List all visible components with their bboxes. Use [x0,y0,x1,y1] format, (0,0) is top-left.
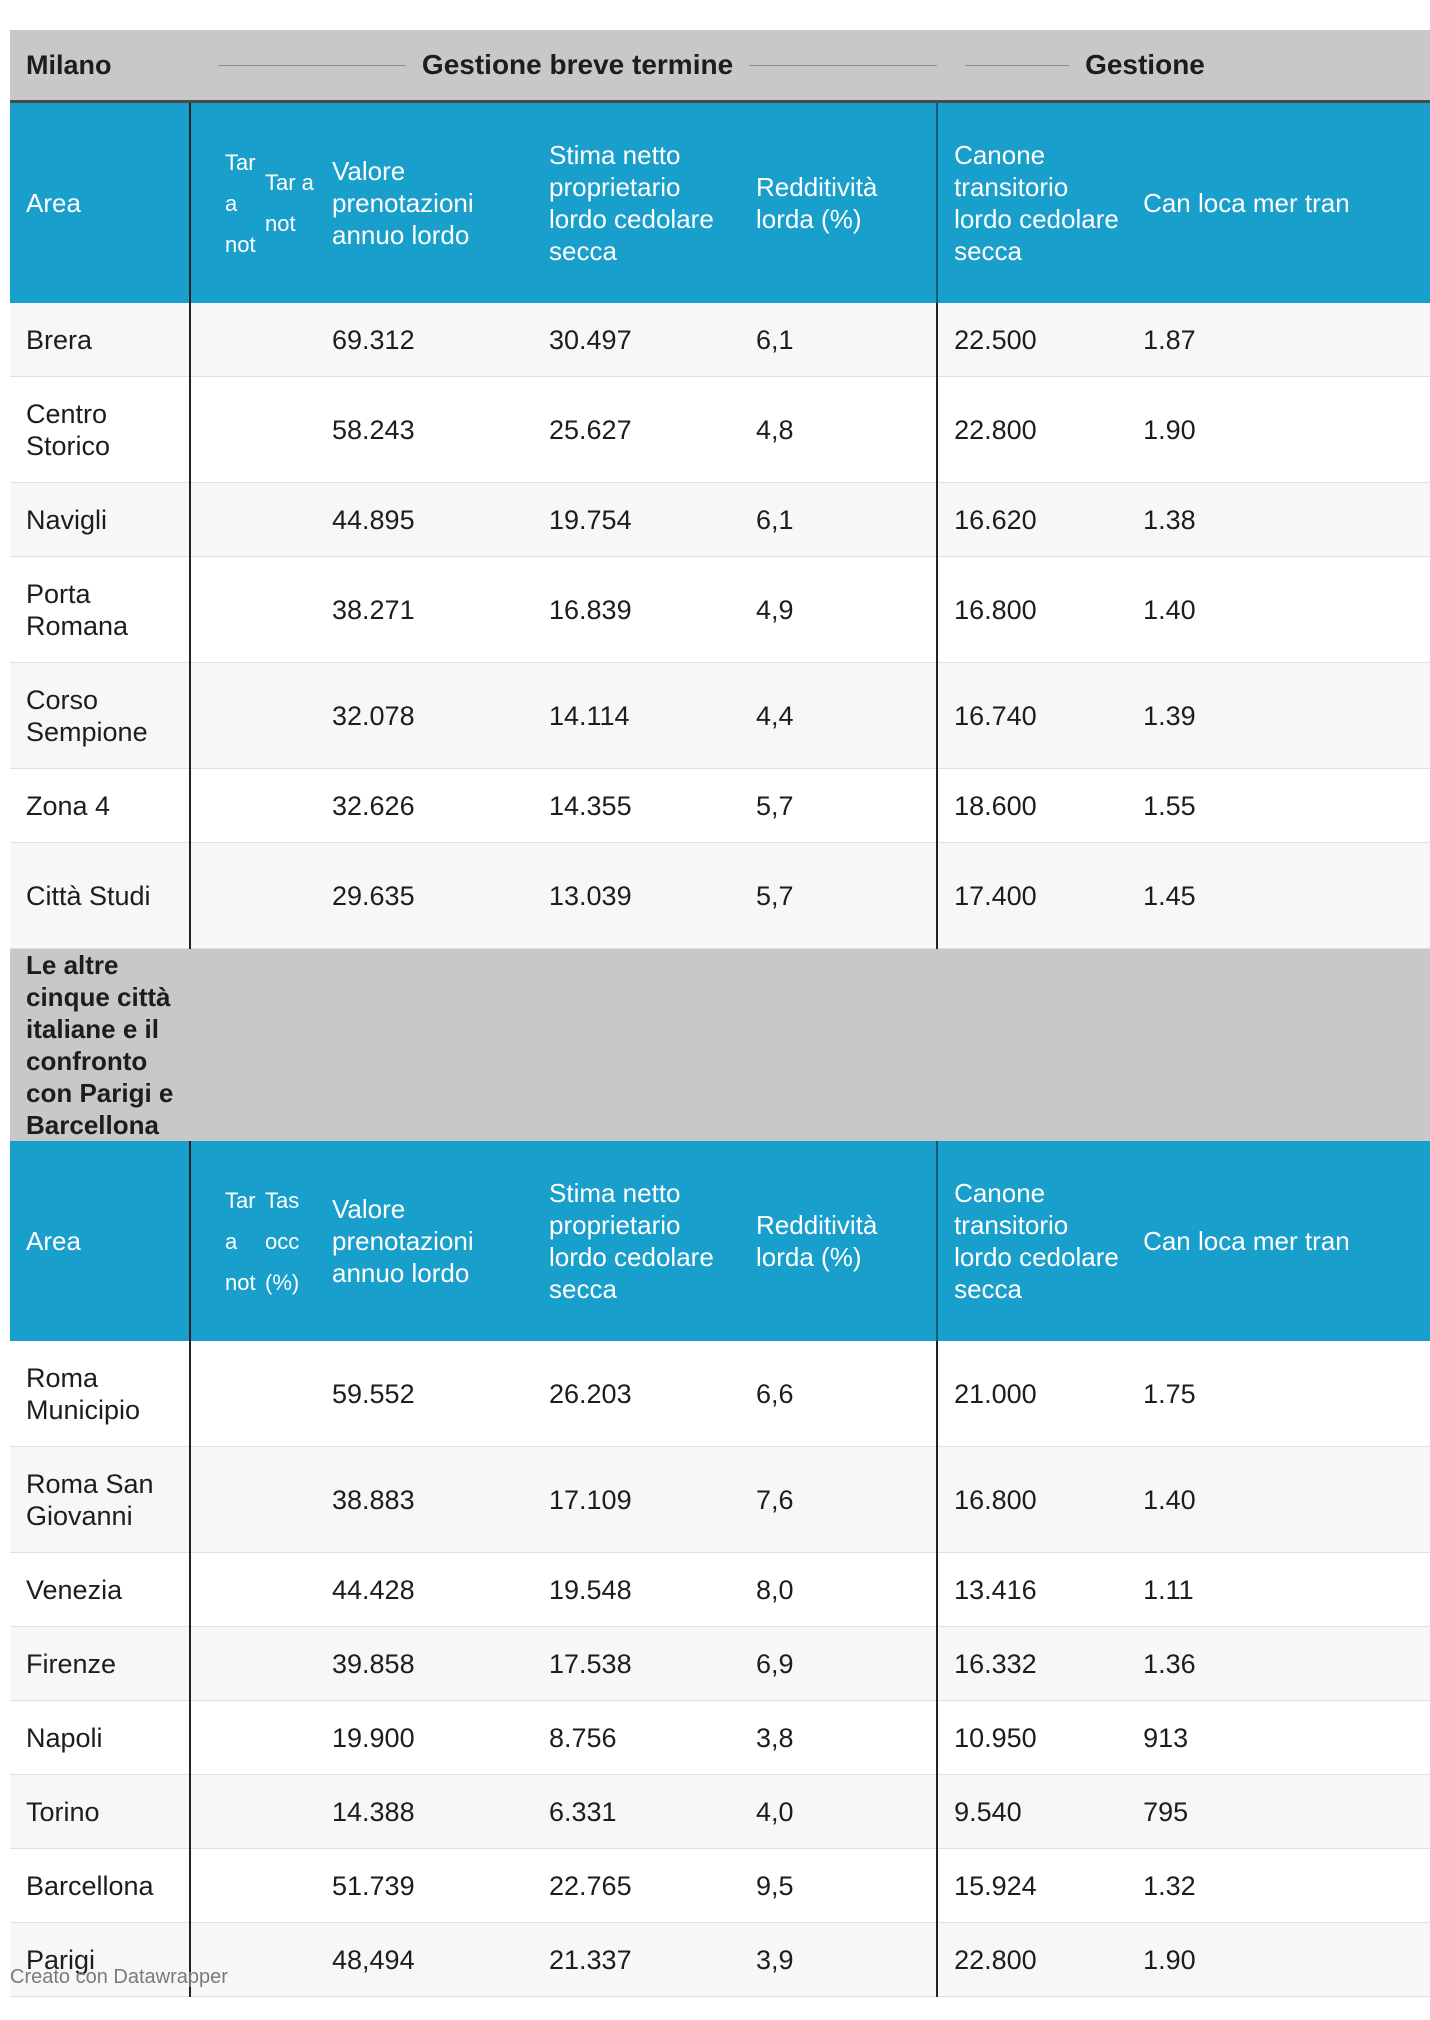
col-canone-mensile[interactable]: Can loca mer tran [1127,102,1430,304]
cell-redditivita: 3,8 [740,1701,937,1775]
cell-stima: 14.355 [533,769,740,843]
section-header-milano [10,30,1430,102]
cell-canone: 16.740 [937,663,1127,769]
cell-area: Porta Romana [10,557,190,663]
cell-stima: 26.203 [533,1341,740,1447]
cell-canone-mensile: 1.38 [1127,483,1430,557]
col-tasso-occupazione[interactable]: Tas occ (%) [253,1141,316,1341]
cell-tasso [253,663,316,769]
cell-redditivita: 6,9 [740,1627,937,1701]
cell-stima: 21.337 [533,1923,740,1997]
cell-tasso [253,1849,316,1923]
cell-area: Napoli [10,1701,190,1775]
cell-valore: 48,494 [316,1923,533,1997]
cell-redditivita: 8,0 [740,1553,937,1627]
cell-stima: 19.754 [533,483,740,557]
col-redditivita[interactable]: Redditività lorda (%) [740,1141,937,1341]
cell-stima: 30.497 [533,303,740,377]
cell-valore: 44.895 [316,483,533,557]
col-redditivita[interactable]: Redditività lorda (%) [740,102,937,304]
cell-stima: 16.839 [533,557,740,663]
cell-valore: 14.388 [316,1775,533,1849]
cell-valore: 44.428 [316,1553,533,1627]
cell-tasso [253,1341,316,1447]
col-canone[interactable]: Canone transitorio lordo cedolare secca [937,102,1127,304]
section-header-altre-citta [10,949,1430,1142]
cell-canone-mensile: 795 [1127,1775,1430,1849]
cell-valore: 38.271 [316,557,533,663]
cell-valore: 58.243 [316,377,533,483]
cell-area: Barcellona [10,1849,190,1923]
col-canone[interactable]: Canone transitorio lordo cedolare secca [937,1141,1127,1341]
cell-area: Venezia [10,1553,190,1627]
cell-redditivita: 6,1 [740,303,937,377]
cell-tasso [253,1627,316,1701]
cell-redditivita: 5,7 [740,769,937,843]
cell-canone-mensile: 1.36 [1127,1627,1430,1701]
cell-area: Città Studi [10,843,190,949]
cell-redditivita: 4,8 [740,377,937,483]
data-table [10,30,1430,1997]
cell-tariffa [190,377,253,483]
cell-redditivita: 7,6 [740,1447,937,1553]
cell-tariffa [190,1849,253,1923]
col-tariffa[interactable]: Tar a not [190,1141,253,1341]
cell-tariffa [190,663,253,769]
table-row [10,377,1430,483]
cell-stima: 17.109 [533,1447,740,1553]
cell-canone: 22.800 [937,377,1127,483]
cell-valore: 51.739 [316,1849,533,1923]
cell-tasso [253,303,316,377]
cell-stima: 19.548 [533,1553,740,1627]
cell-canone-mensile: 1.75 [1127,1341,1430,1447]
datawrapper-credit[interactable]: Creato con Datawrapper [10,1966,228,1988]
cell-canone-mensile: 1.87 [1127,303,1430,377]
cell-canone-mensile: 1.45 [1127,843,1430,949]
cell-valore: 39.858 [316,1627,533,1701]
col-tariffa[interactable]: Tar a not [190,102,253,304]
cell-canone: 16.332 [937,1627,1127,1701]
cell-canone-mensile: 1.40 [1127,557,1430,663]
cell-redditivita: 6,6 [740,1341,937,1447]
cell-tasso [253,1553,316,1627]
cell-tariffa [190,1627,253,1701]
cell-tariffa [190,483,253,557]
cell-area: Corso Sempione [10,663,190,769]
cell-area: Brera [10,303,190,377]
table-row [10,843,1430,949]
cell-tariffa [190,843,253,949]
cell-tasso [253,1447,316,1553]
cell-tasso [253,843,316,949]
cell-canone: 18.600 [937,769,1127,843]
table-row [10,483,1430,557]
cell-valore: 38.883 [316,1447,533,1553]
cell-stima: 8.756 [533,1701,740,1775]
cell-canone: 15.924 [937,1849,1127,1923]
cell-tariffa [190,1447,253,1553]
cell-tasso [253,1923,316,1997]
cell-stima: 22.765 [533,1849,740,1923]
cell-canone: 17.400 [937,843,1127,949]
cell-area: Roma San Giovanni [10,1447,190,1553]
col-canone-mensile[interactable]: Can loca mer tran [1127,1141,1430,1341]
cell-canone: 16.800 [937,557,1127,663]
cell-valore: 59.552 [316,1341,533,1447]
cell-redditivita: 6,1 [740,483,937,557]
cell-tariffa [190,557,253,663]
cell-tasso [253,557,316,663]
cell-area: Roma Municipio [10,1341,190,1447]
column-header-row [10,1141,1430,1341]
cell-canone-mensile: 1.11 [1127,1553,1430,1627]
cell-tariffa [190,303,253,377]
cell-tariffa [190,1775,253,1849]
cell-canone: 16.620 [937,483,1127,557]
cell-tasso [253,769,316,843]
col-stima[interactable]: Stima netto proprietario lordo cedolare secca [533,102,740,304]
cell-area: Navigli [10,483,190,557]
cell-valore: 32.626 [316,769,533,843]
table-viewport[interactable] [10,30,1350,1975]
group-label-lungo [937,30,1430,102]
cell-canone: 9.540 [937,1775,1127,1849]
cell-canone-mensile: 1.39 [1127,663,1430,769]
col-area[interactable]: Area [10,1141,190,1341]
cell-canone-mensile: 1.40 [1127,1447,1430,1553]
cell-canone: 22.800 [937,1923,1127,1997]
cell-valore: 29.635 [316,843,533,949]
column-header-row [10,102,1430,304]
cell-redditivita: 4,0 [740,1775,937,1849]
cell-canone: 22.500 [937,303,1127,377]
table-row [10,1553,1430,1627]
cell-tasso [253,377,316,483]
col-area[interactable]: Area [10,102,190,304]
cell-canone: 21.000 [937,1341,1127,1447]
cell-canone-mensile: 1.32 [1127,1849,1430,1923]
table-row [10,557,1430,663]
cell-canone-mensile: 1.90 [1127,377,1430,483]
cell-valore: 19.900 [316,1701,533,1775]
group-label-breve [190,30,937,102]
col-tariffa-2[interactable]: Tar a not [253,102,316,304]
cell-stima: 13.039 [533,843,740,949]
section-fill [190,949,1430,1142]
section-title: Le altre cinque città italiane e il confronto con Parigi e Barcellona [10,949,190,1142]
cell-stima: 25.627 [533,377,740,483]
col-stima[interactable]: Stima netto proprietario lordo cedolare secca [533,1141,740,1341]
section-title: Milano [10,30,190,102]
table-row [10,663,1430,769]
cell-tariffa [190,1341,253,1447]
cell-tariffa [190,1553,253,1627]
cell-canone-mensile: 1.90 [1127,1923,1430,1997]
col-valore[interactable]: Valore prenotazioni annuo lordo [316,1141,533,1341]
cell-area: Zona 4 [10,769,190,843]
cell-area: Firenze [10,1627,190,1701]
cell-tasso [253,1701,316,1775]
cell-redditivita: 4,9 [740,557,937,663]
cell-tasso [253,483,316,557]
cell-stima: 6.331 [533,1775,740,1849]
table-row [10,1775,1430,1849]
cell-redditivita: 5,7 [740,843,937,949]
cell-canone: 16.800 [937,1447,1127,1553]
table-row [10,303,1430,377]
cell-valore: 32.078 [316,663,533,769]
cell-canone-mensile: 1.55 [1127,769,1430,843]
table-row [10,1627,1430,1701]
cell-tasso [253,1775,316,1849]
group-title: Gestione breve termine [421,49,734,80]
cell-canone-mensile: 913 [1127,1701,1430,1775]
table-row [10,769,1430,843]
col-valore[interactable]: Valore prenotazioni annuo lordo [316,102,533,304]
table-body [10,30,1430,1997]
group-title: Gestione [1085,49,1205,80]
cell-valore: 69.312 [316,303,533,377]
cell-tariffa [190,769,253,843]
table-row [10,1849,1430,1923]
cell-redditivita: 9,5 [740,1849,937,1923]
cell-stima: 14.114 [533,663,740,769]
table-row [10,1341,1430,1447]
cell-canone: 13.416 [937,1553,1127,1627]
cell-area: Torino [10,1775,190,1849]
cell-redditivita: 4,4 [740,663,937,769]
cell-area: Centro Storico [10,377,190,483]
table-row [10,1701,1430,1775]
cell-canone: 10.950 [937,1701,1127,1775]
cell-area: Parigi [10,1923,190,1997]
cell-tariffa [190,1701,253,1775]
cell-redditivita: 3,9 [740,1923,937,1997]
cell-stima: 17.538 [533,1627,740,1701]
table-row [10,1447,1430,1553]
